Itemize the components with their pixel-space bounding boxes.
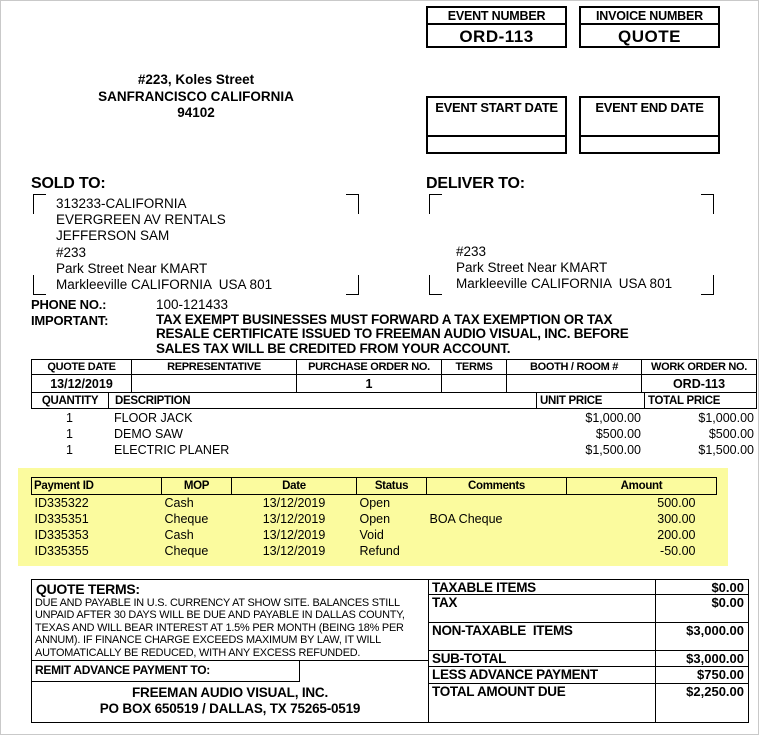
table-row bbox=[32, 495, 717, 511]
item-quantity: 1 bbox=[66, 427, 73, 441]
deliver-to-address bbox=[456, 244, 672, 293]
item-unit-price: $1,000.00 bbox=[585, 411, 641, 425]
items-header: DESCRIPTION bbox=[109, 393, 537, 409]
sold-to-corner-mark bbox=[33, 194, 46, 214]
totals-row-tax bbox=[429, 595, 748, 623]
totals-row-sub-total bbox=[429, 651, 748, 667]
payment-status: Void bbox=[359, 527, 384, 542]
sold-to-corner-mark bbox=[33, 275, 46, 295]
sold-to-line: EVERGREEN AV RENTALS bbox=[56, 212, 226, 228]
remit-advance-payment-label: REMIT ADVANCE PAYMENT TO: bbox=[32, 661, 300, 682]
invoice-number-value: QUOTE bbox=[618, 27, 681, 46]
totals-value: $0.00 bbox=[655, 595, 748, 622]
sold-to-line: JEFFERSON SAM bbox=[56, 228, 170, 244]
order-info-value-row bbox=[32, 375, 757, 393]
company-address-line1: #223, Koles Street bbox=[137, 72, 255, 87]
order-info-header: WORK ORDER NO. bbox=[642, 360, 757, 375]
event-number-value: ORD-113 bbox=[459, 27, 534, 46]
quote-date-value: 13/12/2019 bbox=[32, 375, 132, 393]
item-quantity: 1 bbox=[66, 443, 73, 457]
item-total-price: $1,000.00 bbox=[698, 411, 754, 425]
order-info-header: BOOTH / ROOM # bbox=[507, 360, 642, 375]
item-quantity: 1 bbox=[66, 411, 73, 425]
order-info-header: PURCHASE ORDER NO. bbox=[297, 360, 442, 375]
payment-header: Status bbox=[357, 478, 427, 495]
invoice-number-box bbox=[579, 6, 720, 48]
company-address-line2: SANFRANCISCO CALIFORNIA bbox=[98, 88, 294, 104]
item-total-price: $500.00 bbox=[708, 427, 754, 441]
totals-label: LESS ADVANCE PAYMENT bbox=[432, 667, 598, 682]
item-total-price: $1,500.00 bbox=[698, 443, 754, 457]
phone-label: PHONE NO.: bbox=[31, 297, 107, 312]
deliver-to-line: Park Street Near KMART bbox=[456, 260, 608, 276]
totals-value: $2,250.00 bbox=[655, 684, 748, 722]
remit-company-address: PO BOX 650519 / DALLAS, TX 75265-0519 bbox=[99, 701, 361, 716]
payment-header-row bbox=[32, 478, 717, 495]
order-info-header: REPRESENTATIVE bbox=[132, 360, 297, 375]
items-header-table bbox=[31, 392, 757, 409]
deliver-to-corner-mark bbox=[701, 194, 714, 214]
items-header: TOTAL PRICE bbox=[645, 393, 757, 409]
totals-box bbox=[429, 579, 749, 723]
totals-row-total-amount-due bbox=[429, 684, 748, 722]
deliver-to-corner-mark bbox=[429, 194, 442, 214]
payment-comments bbox=[427, 543, 567, 559]
phone-value: 100-121433 bbox=[156, 297, 229, 312]
payment-id: ID335322 bbox=[34, 495, 89, 510]
totals-label: TAX bbox=[432, 595, 458, 610]
deliver-to-corner-mark bbox=[429, 275, 442, 295]
payment-id: ID335355 bbox=[34, 543, 89, 558]
event-start-date-box bbox=[426, 96, 567, 154]
totals-label: TOTAL AMOUNT DUE bbox=[432, 684, 566, 699]
totals-value: $750.00 bbox=[655, 667, 748, 683]
table-row bbox=[31, 426, 756, 442]
payment-table bbox=[31, 477, 717, 559]
payment-header: MOP bbox=[162, 478, 232, 495]
payment-mop: Cash bbox=[164, 495, 194, 510]
company-address bbox=[41, 72, 351, 122]
payment-status: Refund bbox=[359, 543, 400, 558]
payment-mop: Cash bbox=[164, 527, 194, 542]
deliver-to-corner-mark bbox=[701, 275, 714, 295]
payment-header: Amount bbox=[567, 478, 717, 495]
quote-terms-text: DUE AND PAYABLE IN U.S. CURRENCY AT SHOW SITE. BALANCES STILL UNPAID AFTER 30 DAYS WILL BE DUE AND PAYABLE IN DALLAS COUNTY, TEXAS AND WILL BEAR INTEREST AT 1.5% PER MONTH (BEING 18% PER ANNUM). IF FINANCE CHARGE EXCEEDS MAXIMUM BY LAW, IT WILL AUTOMATICALLY BE REDUCED, WITH ANY EXCESS REFUNDED. bbox=[35, 597, 405, 659]
item-description: ELECTRIC PLANER bbox=[114, 443, 230, 457]
payment-amount: 500.00 bbox=[657, 495, 696, 510]
item-description: FLOOR JACK bbox=[114, 411, 193, 425]
invoice-number-label: INVOICE NUMBER bbox=[581, 8, 718, 25]
deliver-to-line: #233 bbox=[456, 244, 487, 259]
event-end-date-label: EVENT END DATE bbox=[581, 98, 718, 137]
items-table bbox=[31, 410, 756, 458]
work-order-value: ORD-113 bbox=[642, 375, 757, 393]
payment-header: Date bbox=[232, 478, 357, 495]
payment-date: 13/12/2019 bbox=[262, 543, 326, 558]
item-description: DEMO SAW bbox=[114, 427, 183, 441]
table-row bbox=[32, 527, 717, 543]
payment-header: Payment ID bbox=[32, 478, 162, 495]
deliver-to-line: Markleeville CALIFORNIA USA 801 bbox=[456, 276, 673, 292]
quote-terms-box bbox=[31, 579, 429, 723]
important-text: TAX EXEMPT BUSINESSES MUST FORWARD A TAX EXEMPTION OR TAX RESALE CERTIFICATE ISSUED TO FREEMAN AUDIO VISUAL, INC. BEFORE SALES TAX WILL BE CREDITED FROM YOUR ACCOUNT. bbox=[156, 312, 629, 356]
payment-status: Open bbox=[359, 495, 391, 510]
totals-label: TAXABLE ITEMS bbox=[432, 580, 536, 594]
representative-value bbox=[132, 375, 297, 393]
totals-value: $0.00 bbox=[655, 580, 748, 594]
payment-id: ID335353 bbox=[34, 527, 89, 542]
purchase-order-value: 1 bbox=[297, 375, 442, 393]
payment-date: 13/12/2019 bbox=[262, 527, 326, 542]
terms-value bbox=[442, 375, 507, 393]
table-row bbox=[31, 442, 756, 458]
sold-to-corner-mark bbox=[346, 194, 359, 214]
sold-to-line: Park Street Near KMART bbox=[56, 260, 208, 276]
payment-mop: Cheque bbox=[164, 511, 209, 526]
important-label: IMPORTANT: bbox=[31, 313, 109, 328]
item-unit-price: $1,500.00 bbox=[585, 443, 641, 457]
event-number-label: EVENT NUMBER bbox=[428, 8, 565, 25]
booth-room-value bbox=[507, 375, 642, 393]
event-end-date-box bbox=[579, 96, 720, 154]
remit-company-name: FREEMAN AUDIO VISUAL, INC. bbox=[131, 685, 329, 700]
totals-label: SUB-TOTAL bbox=[432, 651, 507, 666]
totals-row-taxable-items bbox=[429, 580, 748, 595]
order-info-table bbox=[31, 359, 757, 393]
payment-amount: 300.00 bbox=[657, 511, 696, 526]
sold-to-line: 313233-CALIFORNIA bbox=[56, 196, 187, 211]
items-header-row bbox=[32, 393, 757, 409]
payment-amount: 200.00 bbox=[657, 527, 696, 542]
payment-comments: BOA Cheque bbox=[429, 511, 503, 526]
table-row bbox=[32, 511, 717, 527]
sold-to-heading: SOLD TO: bbox=[31, 175, 106, 192]
sold-to-line: Markleeville CALIFORNIA USA 801 bbox=[56, 277, 273, 293]
items-header: QUANTITY bbox=[32, 393, 109, 409]
payment-comments bbox=[427, 527, 567, 543]
totals-value: $3,000.00 bbox=[655, 623, 748, 650]
order-info-header: TERMS bbox=[442, 360, 507, 375]
sold-to-line: #233 bbox=[56, 244, 87, 260]
sold-to-address bbox=[56, 196, 272, 293]
order-info-header-row bbox=[32, 360, 757, 375]
totals-value: $3,000.00 bbox=[655, 651, 748, 666]
totals-label: NON-TAXABLE ITEMS bbox=[432, 623, 573, 638]
payment-date: 13/12/2019 bbox=[262, 495, 326, 510]
deliver-to-heading: DELIVER TO: bbox=[426, 175, 525, 192]
payment-id: ID335351 bbox=[34, 511, 89, 526]
item-unit-price: $500.00 bbox=[595, 427, 641, 441]
payment-amount: -50.00 bbox=[660, 543, 696, 558]
payment-date: 13/12/2019 bbox=[262, 511, 326, 526]
table-row bbox=[32, 543, 717, 559]
payment-mop: Cheque bbox=[164, 543, 209, 558]
sold-to-corner-mark bbox=[346, 275, 359, 295]
totals-row-non-taxable-items bbox=[429, 623, 748, 651]
payment-comments bbox=[427, 495, 567, 511]
event-start-date-label: EVENT START DATE bbox=[428, 98, 565, 137]
event-number-box bbox=[426, 6, 567, 48]
totals-row-less-advance-payment bbox=[429, 667, 748, 684]
payment-status: Open bbox=[359, 511, 391, 526]
table-row bbox=[31, 410, 756, 426]
company-address-line3: 94102 bbox=[177, 105, 215, 120]
payment-header: Comments bbox=[427, 478, 567, 495]
order-info-header: QUOTE DATE bbox=[32, 360, 132, 375]
items-header: UNIT PRICE bbox=[537, 393, 645, 409]
quote-terms-heading: QUOTE TERMS: bbox=[36, 581, 140, 597]
